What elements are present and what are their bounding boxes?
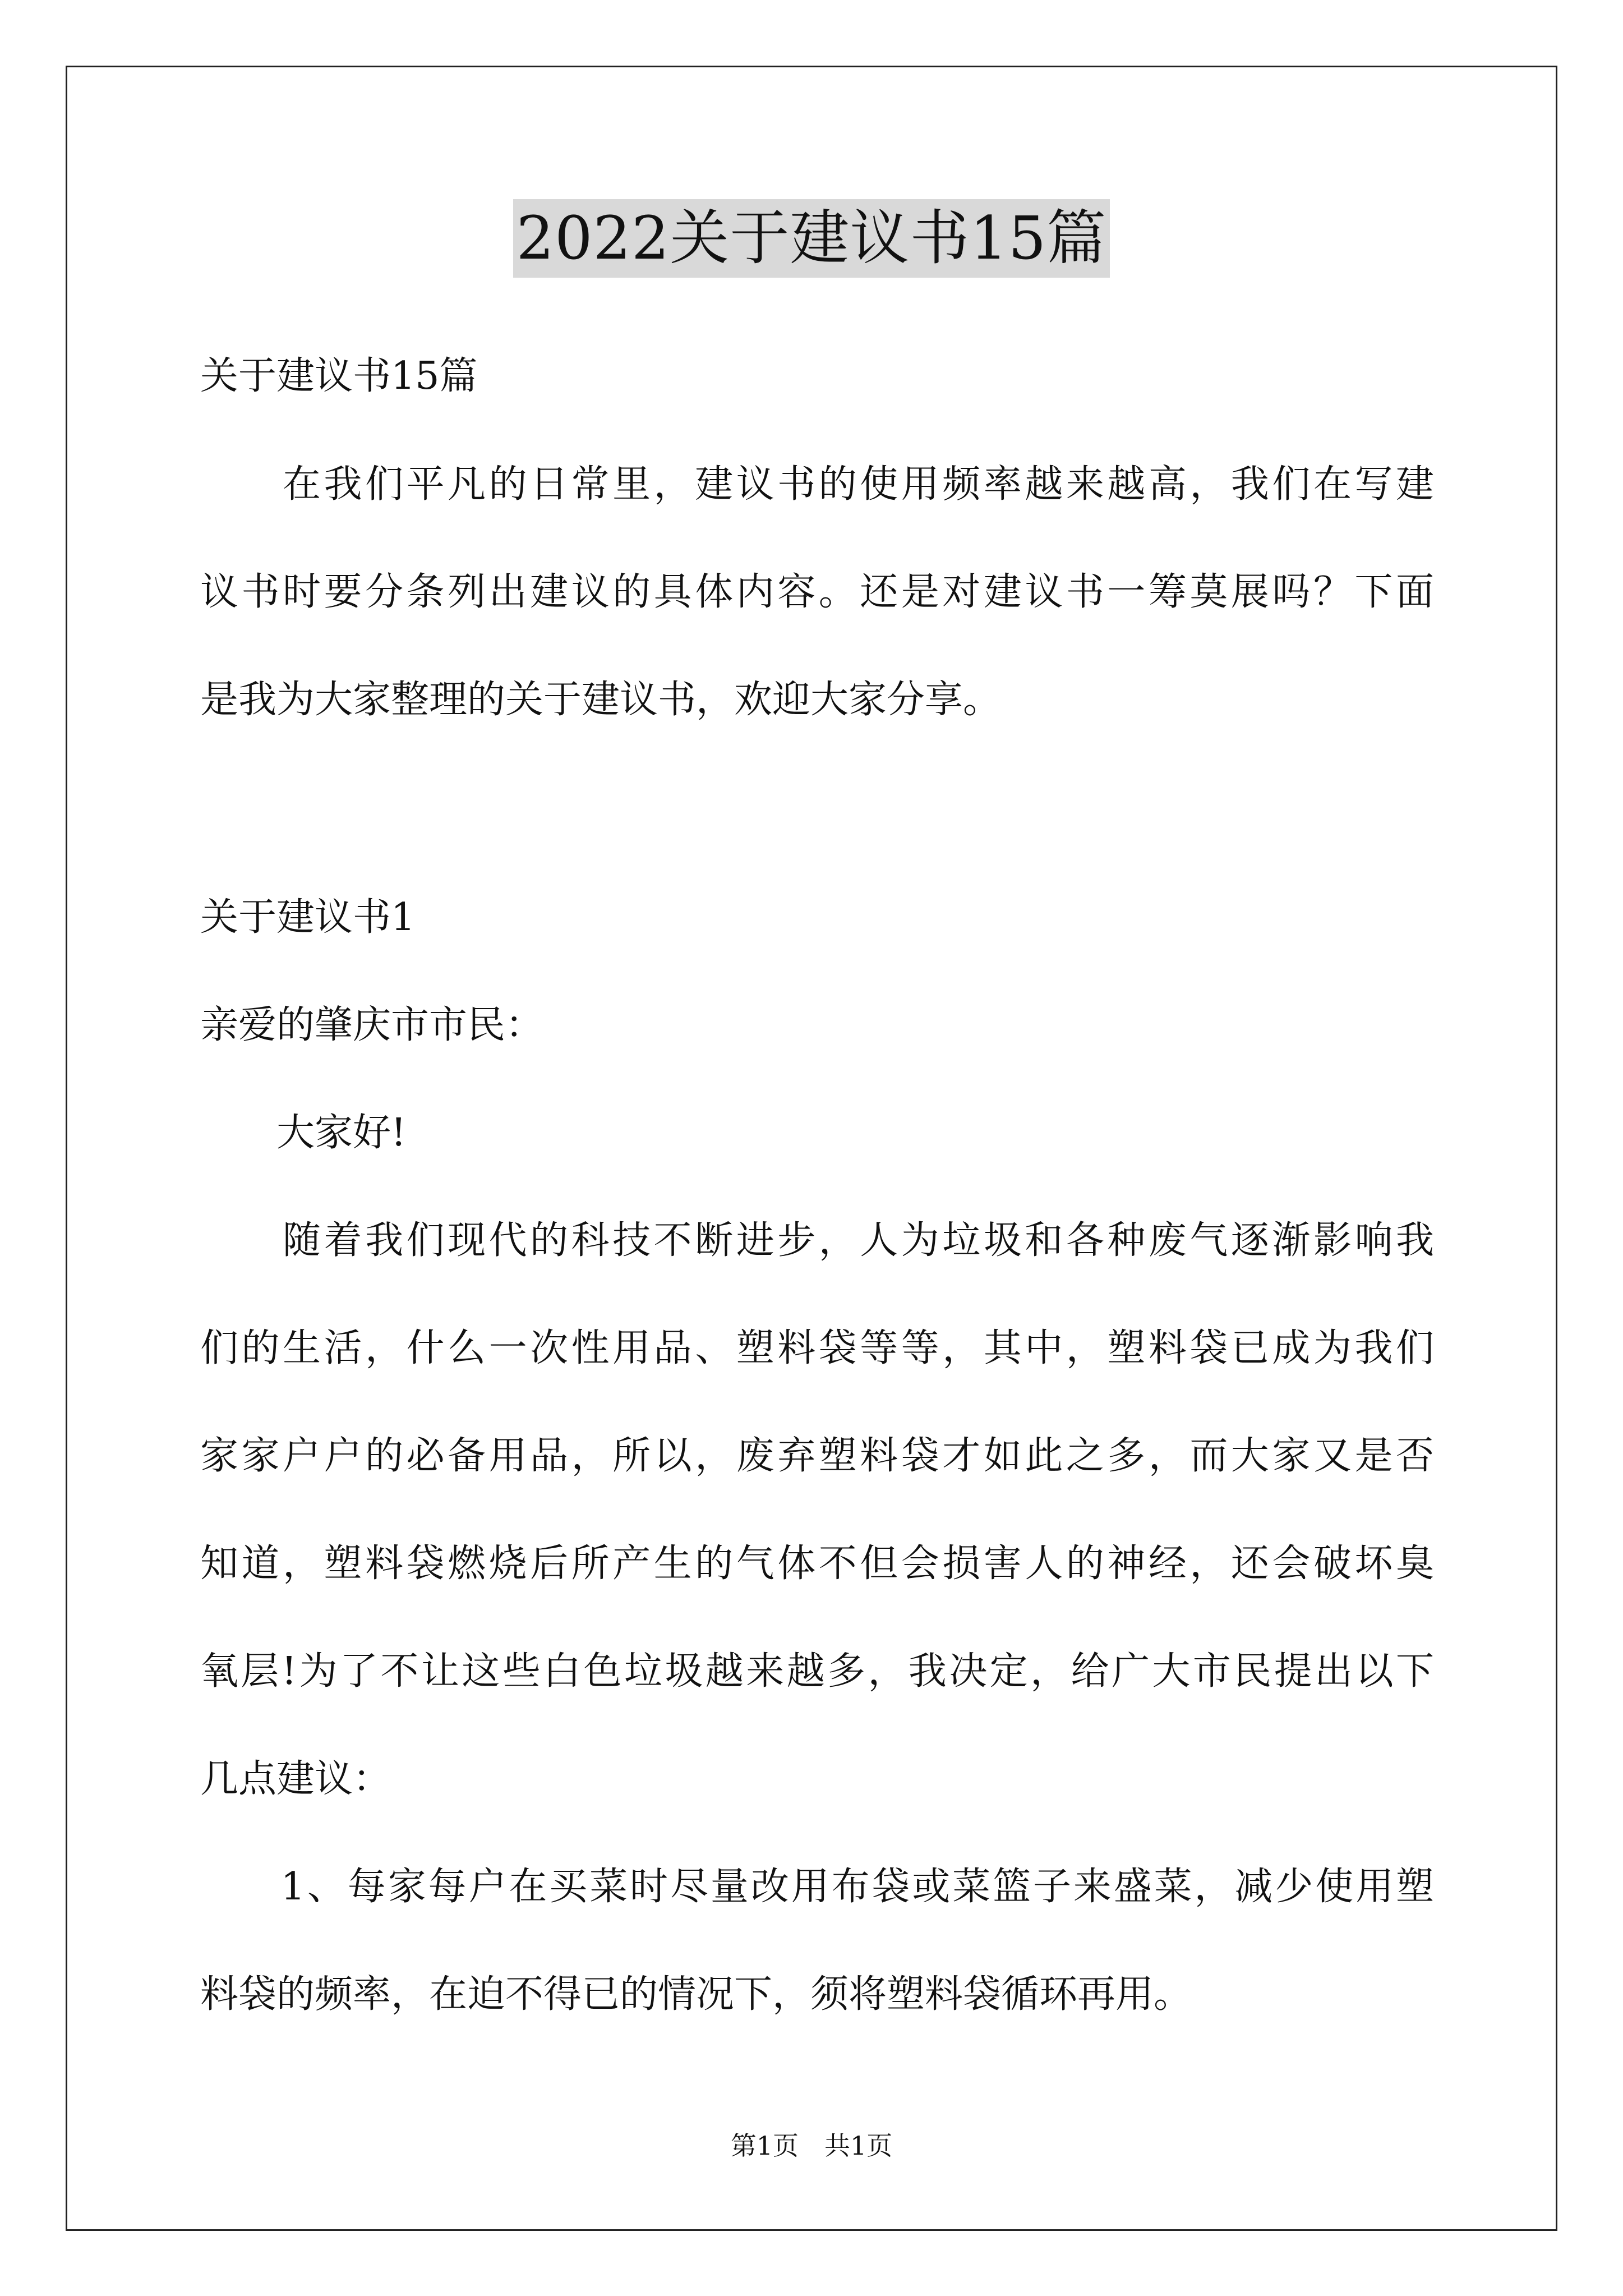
body-paragraph: [200, 1187, 1434, 1833]
body-line: 几点建议：: [200, 1757, 391, 1801]
point-line: 料袋的频率，在迫不得已的情况下，须将塑料袋循环再用。: [200, 1972, 1192, 2017]
body-line: 知道，塑料袋燃烧后所产生的气体不但会损害人的神经，还会破坏臭: [200, 1542, 1434, 1586]
intro-line: 在我们平凡的日常里，建议书的使用频率越来越高，我们在写建: [200, 462, 1434, 507]
page-footer: 第1页 共1页: [730, 2131, 893, 2161]
body-line: 氧层!为了不让这些白色垃圾越来越多，我决定，给广大市民提出以下: [200, 1649, 1434, 1694]
intro-line: 议书时要分条列出建议的具体内容。还是对建议书一筹莫展吗？下面: [200, 570, 1434, 614]
subtitle-text: 关于建议书15篇: [200, 354, 478, 398]
point-1-paragraph: [200, 1833, 1434, 2049]
title-block: [0, 199, 1623, 278]
greeting-text: 大家好!: [200, 1111, 407, 1155]
greeting: [200, 1079, 1434, 1187]
point-line: 1、每家每户在买菜时尽量改用布袋或菜篮子来盛菜，减少使用塑: [200, 1865, 1434, 1909]
body-line: 们的生活，什么一次性用品、塑料袋等等，其中，塑料袋已成为我们: [200, 1326, 1434, 1370]
section-heading-text: 关于建议书1: [200, 895, 416, 940]
section-heading: [200, 864, 1434, 972]
subtitle: [200, 323, 1434, 430]
salutation-text: 亲爱的肇庆市市民：: [200, 1003, 544, 1047]
intro-line: 是我为大家整理的关于建议书，欢迎大家分享。: [200, 678, 1002, 722]
intro-paragraph: [200, 431, 1434, 754]
document-title: 2022关于建议书15篇: [513, 199, 1110, 278]
salutation: [200, 972, 1434, 1079]
body-line: 家家户户的必备用品，所以，废弃塑料袋才如此之多，而大家又是否: [200, 1434, 1434, 1478]
body-line: 随着我们现代的科技不断进步，人为垃圾和各种废气逐渐影响我: [200, 1218, 1434, 1263]
